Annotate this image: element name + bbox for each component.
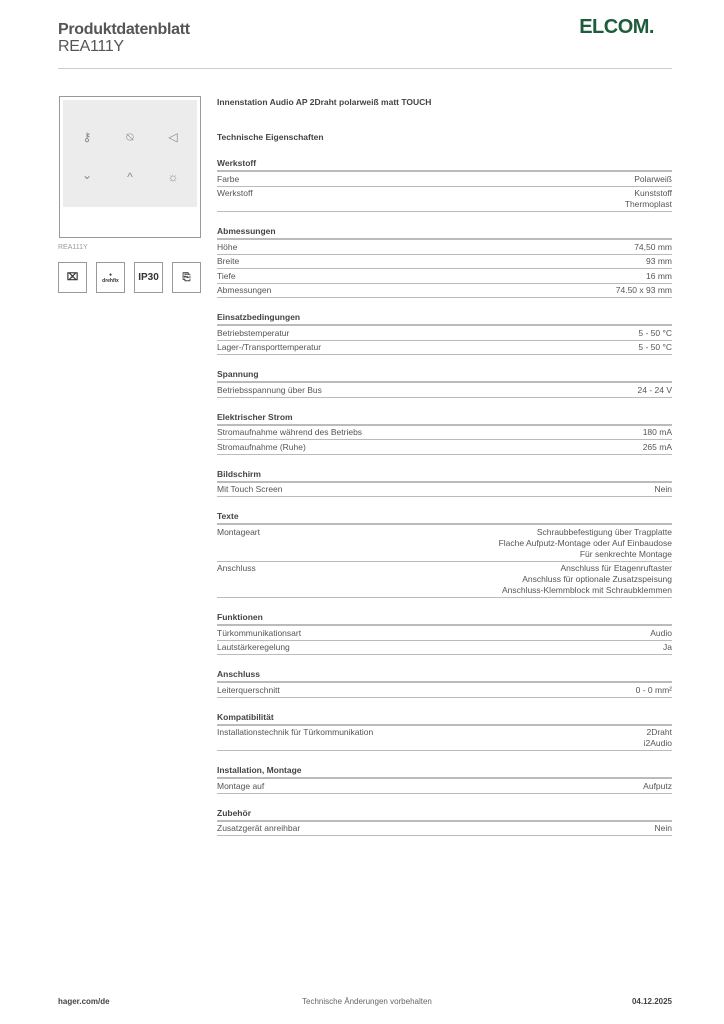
brand-logo: ELCOM. xyxy=(579,16,654,38)
spec-label: Installationstechnik für Türkommunikation xyxy=(217,727,374,737)
spec-value: Anschluss für Etagenruftaster Anschluss für optionale Zusatzspeisung Anschluss-Klemmblock mit Schraubklemmen xyxy=(501,563,672,595)
article-number: REA111Y xyxy=(58,38,124,55)
footer-date: 04.12.2025 xyxy=(631,997,672,1006)
spec-label: Leiterquerschnitt xyxy=(217,684,280,695)
spec-label: Stromaufnahme (Ruhe) xyxy=(217,441,306,452)
product-title: Innenstation Audio AP 2Draht polarweiß matt TOUCH xyxy=(217,97,432,107)
spec-group xyxy=(217,411,672,455)
group-heading: Zubehör xyxy=(217,807,672,822)
spec-value: Ja xyxy=(663,642,672,652)
spec-label: Lager-/Transporttemperatur xyxy=(217,342,322,352)
spec-row xyxy=(217,779,672,794)
bell-off-icon: ⍉ xyxy=(126,130,134,144)
spec-label: Farbe xyxy=(217,173,240,184)
device-panel xyxy=(63,100,197,207)
spec-label: Lautstärkeregelung xyxy=(217,642,290,652)
spec-value: Nein xyxy=(654,484,672,494)
group-heading: Anschluss xyxy=(217,668,672,683)
spec-label: Montageart xyxy=(217,526,260,537)
brightness-icon: ☼ xyxy=(167,170,179,184)
spec-label: Breite xyxy=(217,256,240,266)
spec-row xyxy=(217,726,672,752)
spec-row xyxy=(217,822,672,837)
spec-label: Montage auf xyxy=(217,780,265,791)
speaker-icon: ◁ xyxy=(168,130,178,144)
spec-group xyxy=(217,311,672,355)
spec-groups xyxy=(217,157,672,836)
spec-group xyxy=(217,807,672,837)
spec-row xyxy=(217,172,672,187)
spec-value: Nein xyxy=(654,823,672,833)
spec-row xyxy=(217,683,672,698)
spec-label: Werkstoff xyxy=(217,188,253,198)
spec-label: Stromaufnahme während des Betriebs xyxy=(217,427,363,437)
spec-group xyxy=(217,668,672,698)
key-icon: ⚷ xyxy=(82,130,92,144)
group-heading: Kompatibilität xyxy=(217,711,672,726)
spec-group xyxy=(217,711,672,752)
spec-row xyxy=(217,641,672,656)
group-heading: Werkstoff xyxy=(217,157,672,172)
spec-row xyxy=(217,562,672,599)
group-heading: Installation, Montage xyxy=(217,764,672,779)
spec-row xyxy=(217,255,672,270)
spec-value: Audio xyxy=(650,627,672,638)
spec-value: 180 mA xyxy=(642,427,672,437)
weee-icon: ⌧ xyxy=(58,262,87,293)
header-divider xyxy=(58,68,672,69)
spec-group xyxy=(217,510,672,598)
spec-group xyxy=(217,764,672,794)
page-title: Produktdatenblatt xyxy=(58,21,190,38)
spec-group xyxy=(217,468,672,498)
spec-group xyxy=(217,368,672,398)
tech-heading: Technische Eigenschaften xyxy=(217,132,324,142)
surface-mount-icon: ⎘ xyxy=(172,262,201,293)
spec-value: 265 mA xyxy=(642,441,672,452)
spec-row xyxy=(217,426,672,441)
spec-value: 24 - 24 V xyxy=(637,384,672,395)
spec-group xyxy=(217,611,672,655)
spec-row xyxy=(217,187,672,213)
spec-label: Höhe xyxy=(217,241,238,252)
spec-value: 2Draht i2Audio xyxy=(643,727,672,748)
spec-row xyxy=(217,326,672,341)
spec-value: 74,50 mm xyxy=(634,241,672,252)
spec-label: Mit Touch Screen xyxy=(217,484,283,494)
group-heading: Funktionen xyxy=(217,611,672,626)
spec-row xyxy=(217,483,672,498)
spec-row xyxy=(217,440,672,455)
spec-value: 93 mm xyxy=(646,256,672,266)
chevron-down-icon: ⌄ xyxy=(81,168,93,182)
spec-sheet xyxy=(217,97,672,849)
spec-value: Aufputz xyxy=(643,780,672,791)
spec-row xyxy=(217,525,672,562)
spec-value: 5 - 50 °C xyxy=(638,327,672,338)
spec-value: 74.50 x 93 mm xyxy=(615,285,672,295)
footer-note: Technische Änderungen vorbehalten xyxy=(302,997,432,1006)
spec-row xyxy=(217,240,672,255)
footer-site[interactable]: hager.com/de xyxy=(58,997,110,1006)
spec-row xyxy=(217,269,672,284)
drehfix-label: drehfix xyxy=(102,277,119,284)
spec-label: Anschluss xyxy=(217,563,256,573)
spec-label: Tiefe xyxy=(217,270,236,281)
group-heading: Texte xyxy=(217,510,672,525)
spec-label: Betriebsspannung über Bus xyxy=(217,384,322,395)
product-image xyxy=(59,96,201,238)
spec-label: Türkommunikationsart xyxy=(217,627,302,638)
spec-row xyxy=(217,383,672,398)
spec-value: Schraubbefestigung über Tragplatte Flache Aufputz-Montage oder Auf Einbaudose Für senkrechte Montage xyxy=(498,526,672,559)
certification-badges xyxy=(58,262,201,293)
group-heading: Elektrischer Strom xyxy=(217,411,672,426)
group-heading: Abmessungen xyxy=(217,225,672,240)
spec-row xyxy=(217,284,672,299)
chevron-up-icon: ^ xyxy=(127,170,133,184)
spec-value: 16 mm xyxy=(646,270,672,281)
ip30-badge: IP30 xyxy=(134,262,163,293)
spec-label: Betriebstemperatur xyxy=(217,327,290,338)
spec-value: 5 - 50 °C xyxy=(638,342,672,352)
group-heading: Bildschirm xyxy=(217,468,672,483)
image-caption: REA111Y xyxy=(58,244,88,251)
spec-value: 0 - 0 mm² xyxy=(635,684,672,695)
spec-row xyxy=(217,626,672,641)
spec-value: Kunststoff Thermoplast xyxy=(624,188,672,209)
group-heading: Einsatzbedingungen xyxy=(217,311,672,326)
spec-label: Abmessungen xyxy=(217,285,272,295)
spec-value: Polarweiß xyxy=(634,173,672,184)
drehfix-icon: ● drehfix xyxy=(96,262,125,293)
spec-label: Zusatzgerät anreihbar xyxy=(217,823,301,833)
group-heading: Spannung xyxy=(217,368,672,383)
spec-row xyxy=(217,341,672,356)
spec-group xyxy=(217,157,672,212)
spec-group xyxy=(217,225,672,298)
